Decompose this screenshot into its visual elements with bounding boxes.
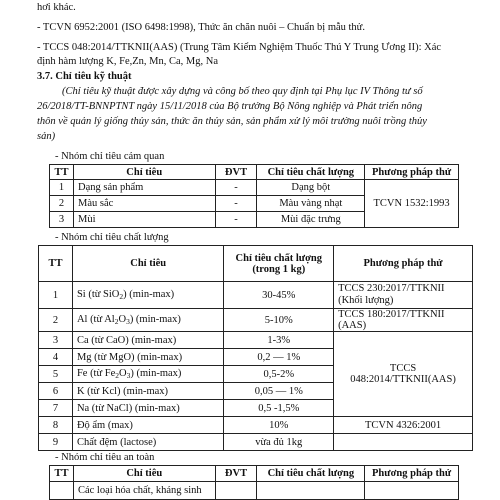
row-name: Độ ẩm (max) bbox=[72, 417, 224, 434]
header-quality: Chỉ tiêu chất lượng bbox=[257, 165, 365, 180]
header-criteria: Chỉ tiêu bbox=[73, 466, 215, 482]
row-tt: 9 bbox=[39, 434, 73, 451]
row-tt: 7 bbox=[39, 400, 73, 417]
row-name: Mg (từ MgO) (min-max) bbox=[72, 349, 224, 366]
row-name: Na (từ NaCl) (min-max) bbox=[72, 400, 224, 417]
row-quality: 10% bbox=[224, 417, 334, 434]
table-row bbox=[39, 417, 473, 434]
row-name bbox=[72, 366, 224, 383]
row-method-empty bbox=[334, 434, 473, 451]
row-name bbox=[72, 309, 224, 332]
table-header-row bbox=[50, 165, 459, 180]
table-header-row bbox=[39, 246, 473, 282]
intro-line-2: - TCCS 048:2014/TTKNII(AAS) (Trung Tâm Kiểm Nghiệm Thuốc Thú Y Trung Ương II): Xác bbox=[37, 42, 442, 53]
row-tt: 6 bbox=[39, 383, 73, 400]
row-name-pre: Si (từ SiO bbox=[76, 289, 120, 300]
row-tt bbox=[50, 482, 74, 500]
table-row bbox=[50, 482, 459, 500]
row-quality: 0,5-2% bbox=[224, 366, 334, 383]
row-name: Mùi bbox=[73, 212, 215, 228]
header-method: Phương pháp thử bbox=[334, 246, 473, 282]
section-para-3: thôn về quản lý giống thủy sản, thức ăn thủy sản, sản phẩm xử lý môi trường nuôi trồng thủy bbox=[37, 116, 427, 127]
safety-table bbox=[49, 465, 459, 500]
row-quality: 5-10% bbox=[224, 309, 334, 332]
row-name: Ca (từ CaO) (min-max) bbox=[72, 332, 224, 349]
row-quality: 0,5 -1,5% bbox=[224, 400, 334, 417]
header-criteria: Chỉ tiêu bbox=[72, 246, 224, 282]
row-name-post: ) (min-max) bbox=[123, 289, 175, 300]
row-method: TCCS 048:2014/TTKNII(AAS) bbox=[334, 332, 473, 417]
header-tt: TT bbox=[39, 246, 73, 282]
row-quality: 1-3% bbox=[224, 332, 334, 349]
row-name: Các loại hóa chất, kháng sinh bbox=[73, 482, 215, 500]
section-para-1: (Chỉ tiêu kỹ thuật được xây dựng và công bố theo quy định tại Phụ lục IV Thông tư số bbox=[62, 86, 423, 97]
row-name-pre: Al (từ Al bbox=[76, 314, 115, 325]
row-name-sub: 2 bbox=[114, 317, 119, 326]
group2-title: - Nhóm chỉ tiêu chất lượng bbox=[55, 232, 169, 243]
section-para-4: sản) bbox=[37, 131, 56, 142]
quality-table bbox=[38, 245, 473, 451]
table-row bbox=[39, 309, 473, 332]
row-name-post: ) (min-max) bbox=[130, 368, 182, 379]
row-method: TCCS 230:2017/TTKNII (Khối lượng) bbox=[334, 282, 473, 309]
row-tt: 1 bbox=[50, 180, 74, 196]
table-row bbox=[39, 434, 473, 451]
row-unit: - bbox=[215, 196, 257, 212]
intro-line-0: hơi khác. bbox=[37, 2, 76, 13]
row-name-sub2: 3 bbox=[126, 371, 131, 380]
row-name-mid: O bbox=[119, 368, 127, 379]
row-tt: 8 bbox=[39, 417, 73, 434]
row-tt: 2 bbox=[50, 196, 74, 212]
row-unit: - bbox=[215, 180, 257, 196]
group1-title: - Nhóm chỉ tiêu cảm quan bbox=[55, 151, 165, 162]
header-method: Phương pháp thử bbox=[365, 165, 459, 180]
row-quality: 0,2 — 1% bbox=[224, 349, 334, 366]
row-quality: Dạng bột bbox=[257, 180, 365, 196]
row-method: TCVN 4326:2001 bbox=[334, 417, 473, 434]
row-name: K (từ Kcl) (min-max) bbox=[72, 383, 224, 400]
row-tt: 4 bbox=[39, 349, 73, 366]
table-row bbox=[39, 282, 473, 309]
row-method: TCVN 1532:1993 bbox=[365, 180, 459, 228]
header-quality: Chỉ tiêu chất lượng (trong 1 kg) bbox=[224, 246, 334, 282]
row-name-mid: O bbox=[118, 314, 127, 325]
row-tt: 3 bbox=[50, 212, 74, 228]
header-criteria: Chỉ tiêu bbox=[73, 165, 215, 180]
row-name: Dạng sản phẩm bbox=[73, 180, 215, 196]
row-name: Màu sắc bbox=[73, 196, 215, 212]
row-unit: - bbox=[215, 212, 257, 228]
row-tt: 1 bbox=[39, 282, 73, 309]
header-tt: TT bbox=[50, 466, 74, 482]
header-method: Phương pháp thử bbox=[365, 466, 459, 482]
row-name: Chất đệm (lactose) bbox=[72, 434, 224, 451]
row-name bbox=[72, 282, 224, 309]
row-tt: 2 bbox=[39, 309, 73, 332]
row-quality bbox=[257, 482, 365, 500]
row-method: TCCS 180:2017/TTKNII (AAS) bbox=[334, 309, 473, 332]
section-heading: 3.7. Chỉ tiêu kỹ thuật bbox=[37, 71, 132, 82]
group3-title: - Nhóm chỉ tiêu an toàn bbox=[55, 452, 155, 463]
table-row bbox=[39, 332, 473, 349]
row-unit bbox=[215, 482, 257, 500]
row-quality: vừa đủ 1kg bbox=[224, 434, 334, 451]
row-quality: Mùi đặc trưng bbox=[257, 212, 365, 228]
row-tt: 5 bbox=[39, 366, 73, 383]
row-quality: Màu vàng nhạt bbox=[257, 196, 365, 212]
table-row bbox=[50, 180, 459, 196]
row-name-sub: 2 bbox=[115, 371, 120, 380]
header-quality: Chỉ tiêu chất lượng bbox=[257, 466, 365, 482]
row-tt: 3 bbox=[39, 332, 73, 349]
section-para-2: 26/2018/TT-BNNPTNT ngày 15/11/2018 của Bộ trưởng Bộ Nông nghiệp và Phát triển nông bbox=[37, 101, 423, 112]
row-name-sub: 2 bbox=[119, 292, 124, 301]
row-method bbox=[365, 482, 459, 500]
header-unit: ĐVT bbox=[215, 466, 257, 482]
header-unit: ĐVT bbox=[215, 165, 257, 180]
header-tt: TT bbox=[50, 165, 74, 180]
intro-line-1: - TCVN 6952:2001 (ISO 6498:1998), Thức ăn chăn nuôi – Chuẩn bị mẫu thử. bbox=[37, 22, 366, 33]
row-name-sub2: 3 bbox=[126, 317, 130, 326]
row-name-pre: Fe (từ Fe bbox=[76, 368, 116, 379]
sensory-table bbox=[49, 164, 459, 228]
row-name-post: ) (min-max) bbox=[129, 314, 181, 325]
intro-line-3: định hàm lượng K, Fe,Zn, Mn, Ca, Mg, Na bbox=[37, 56, 218, 67]
table-header-row bbox=[50, 466, 459, 482]
row-quality: 30-45% bbox=[224, 282, 334, 309]
row-quality: 0,05 — 1% bbox=[224, 383, 334, 400]
